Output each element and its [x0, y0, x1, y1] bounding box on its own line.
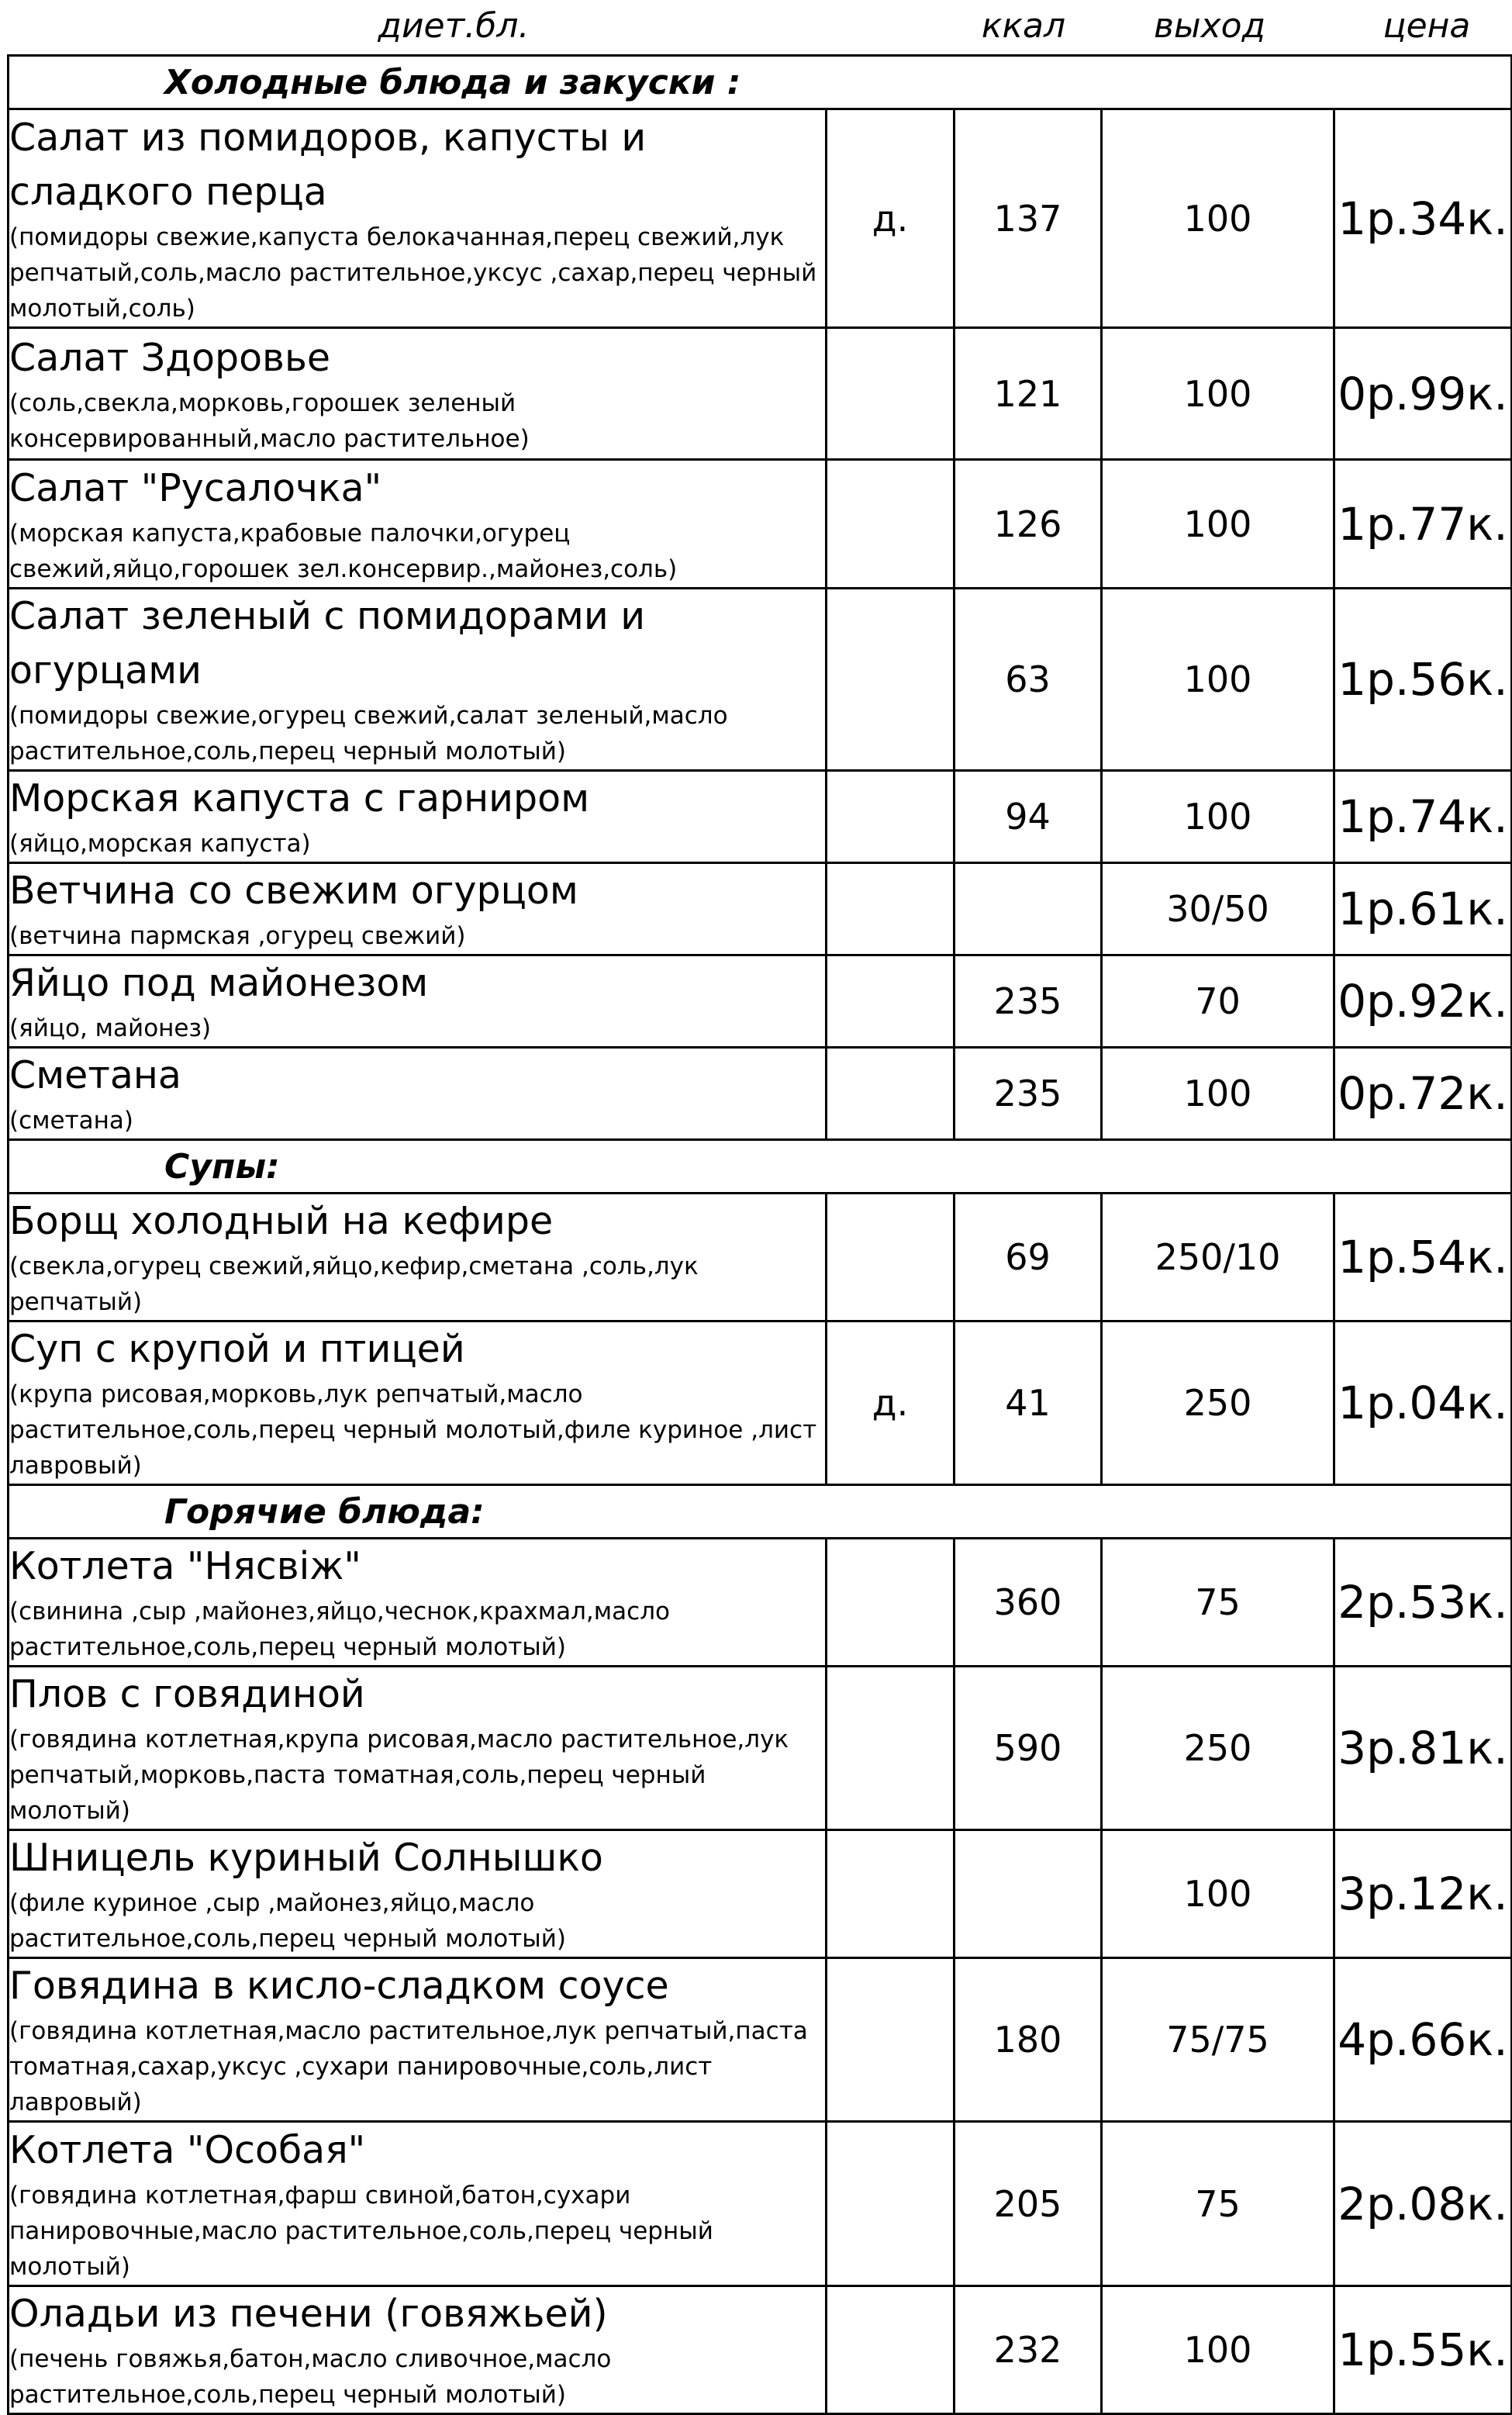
section-title: Горячие блюда:	[9, 1485, 1512, 1539]
header-kcal: ккал	[981, 6, 1066, 46]
dish-ingredients: (сметана)	[9, 1107, 134, 1135]
yield-value: 250	[1102, 1667, 1334, 1830]
dish-name: Салат "Русалочка"	[9, 465, 382, 510]
yield-value: 100	[1102, 328, 1334, 460]
dish-ingredients: (говядина котлетная,крупа рисовая,масло растительное,лук репчатый,морковь,паста томатная,соль,перец черный молотый)	[9, 1726, 789, 1825]
section-header-row	[9, 1485, 1512, 1539]
price-value: 3р.81к.	[1334, 1667, 1512, 1830]
price-value: 1р.34к.	[1334, 109, 1512, 328]
menu-item-row	[9, 863, 1512, 955]
dish-name: Салат зеленый с помидорами и огурцами	[9, 594, 646, 693]
section-header-row	[9, 1140, 1512, 1194]
kcal-value: 69	[954, 1194, 1102, 1322]
kcal-value: 63	[954, 589, 1102, 771]
diet-mark	[827, 771, 954, 863]
dish-name: Салат из помидоров, капусты и сладкого перца	[9, 115, 647, 214]
diet-mark	[827, 1830, 954, 1958]
menu-item-row	[9, 1048, 1512, 1140]
dish-ingredients: (помидоры свежие,капуста белокачанная,перец свежий,лук репчатый,соль,масло растительное,уксус ,сахар,перец черный молотый,соль)	[9, 223, 817, 323]
dish-name: Котлета "Нясвіж"	[9, 1544, 361, 1588]
price-value: 3р.12к.	[1334, 1830, 1512, 1958]
kcal-value: 137	[954, 109, 1102, 328]
price-value: 1р.56к.	[1334, 589, 1512, 771]
dish-cell	[9, 863, 827, 955]
dish-ingredients: (свекла,огурец свежий,яйцо,кефир,сметана ,соль,лук репчатый)	[9, 1252, 699, 1316]
menu-item-row	[9, 955, 1512, 1048]
dish-cell	[9, 771, 827, 863]
dish-name: Котлета "Особая"	[9, 2127, 366, 2172]
kcal-value: 235	[954, 955, 1102, 1048]
dish-ingredients: (филе куриное ,сыр ,майонез,яйцо,масло растительное,соль,перец черный молотый)	[9, 1889, 567, 1953]
yield-value: 75	[1102, 1539, 1334, 1667]
diet-mark	[827, 1194, 954, 1322]
yield-value: 75/75	[1102, 1958, 1334, 2122]
section-title: Супы:	[9, 1140, 1512, 1194]
menu-item-row	[9, 460, 1512, 589]
dish-name: Говядина в кисло-сладком соусе	[9, 1964, 669, 2008]
dish-ingredients: (помидоры свежие,огурец свежий,салат зеленый,масло растительное,соль,перец черный молотый)	[9, 702, 728, 765]
diet-mark	[827, 1667, 954, 1830]
yield-value: 75	[1102, 2122, 1334, 2286]
price-value: 0р.72к.	[1334, 1048, 1512, 1140]
menu-item-row	[9, 109, 1512, 328]
menu-item-row	[9, 1830, 1512, 1958]
dish-name: Плов с говядиной	[9, 1672, 365, 1716]
diet-mark	[827, 1958, 954, 2122]
menu-item-row	[9, 1667, 1512, 1830]
kcal-value	[954, 863, 1102, 955]
menu-item-row	[9, 328, 1512, 460]
kcal-value: 126	[954, 460, 1102, 589]
yield-value: 100	[1102, 2286, 1334, 2414]
diet-mark	[827, 328, 954, 460]
yield-value: 100	[1102, 109, 1334, 328]
kcal-value: 232	[954, 2286, 1102, 2414]
dish-ingredients: (свинина ,сыр ,майонез,яйцо,чеснок,крахмал,масло растительное,соль,перец черный молотый)	[9, 1598, 670, 1661]
dish-ingredients: (ветчина пармская ,огурец свежий)	[9, 922, 466, 950]
dish-ingredients: (говядина котлетная,фарш свиной,батон,сухари панировочные,масло растительное,соль,перец черный молотый)	[9, 2181, 713, 2281]
dish-ingredients: (соль,свекла,морковь,горошек зеленый консервированный,масло растительное)	[9, 389, 530, 453]
dish-cell	[9, 1322, 827, 1485]
kcal-value: 235	[954, 1048, 1102, 1140]
dish-cell	[9, 1958, 827, 2122]
diet-mark	[827, 2122, 954, 2286]
dish-ingredients: (яйцо,морская капуста)	[9, 830, 311, 858]
menu-item-row	[9, 589, 1512, 771]
dish-cell	[9, 955, 827, 1048]
menu-item-row	[9, 1322, 1512, 1485]
kcal-value: 205	[954, 2122, 1102, 2286]
dish-ingredients: (печень говяжья,батон,масло сливочное,масло растительное,соль,перец черный молотый)	[9, 2345, 612, 2409]
menu-item-row	[9, 1958, 1512, 2122]
dish-cell	[9, 1194, 827, 1322]
dish-cell	[9, 109, 827, 328]
price-value: 1р.54к.	[1334, 1194, 1512, 1322]
dish-name: Оладьи из печени (говяжьей)	[9, 2292, 608, 2336]
kcal-value	[954, 1830, 1102, 1958]
price-value: 1р.04к.	[1334, 1322, 1512, 1485]
diet-mark	[827, 955, 954, 1048]
kcal-value: 360	[954, 1539, 1102, 1667]
kcal-value: 121	[954, 328, 1102, 460]
section-header-row	[9, 56, 1512, 109]
price-value: 1р.77к.	[1334, 460, 1512, 589]
price-value: 0р.92к.	[1334, 955, 1512, 1048]
yield-value: 100	[1102, 589, 1334, 771]
yield-value: 250/10	[1102, 1194, 1334, 1322]
yield-value: 100	[1102, 771, 1334, 863]
yield-value: 100	[1102, 1048, 1334, 1140]
menu-item-row	[9, 2286, 1512, 2414]
menu-table	[7, 54, 1512, 2415]
diet-mark	[827, 1539, 954, 1667]
diet-mark	[827, 2286, 954, 2414]
price-value: 4р.66к.	[1334, 1958, 1512, 2122]
menu-item-row	[9, 1194, 1512, 1322]
dish-cell	[9, 1048, 827, 1140]
price-value: 0р.99к.	[1334, 328, 1512, 460]
dish-cell	[9, 2122, 827, 2286]
price-value: 2р.08к.	[1334, 2122, 1512, 2286]
price-value: 1р.74к.	[1334, 771, 1512, 863]
yield-value: 250	[1102, 1322, 1334, 1485]
dish-ingredients: (говядина котлетная,масло растительное,лук репчатый,паста томатная,сахар,уксус ,сухари панировочные,соль,лист лавровый)	[9, 2017, 808, 2116]
dish-name: Борщ холодный на кефире	[9, 1199, 554, 1243]
dish-ingredients: (крупа рисовая,морковь,лук репчатый,масло растительное,соль,перец черный молотый,филе куриное ,лист лавровый)	[9, 1380, 817, 1480]
header-yield: выход	[1153, 6, 1266, 46]
dish-cell	[9, 1539, 827, 1667]
yield-value: 100	[1102, 1830, 1334, 1958]
column-header-bar	[0, 0, 1512, 54]
dish-name: Ветчина со свежим огурцом	[9, 869, 578, 913]
dish-name: Суп с крупой и птицей	[9, 1327, 465, 1371]
kcal-value: 94	[954, 771, 1102, 863]
dish-cell	[9, 589, 827, 771]
dish-cell	[9, 2286, 827, 2414]
dish-name: Морская капуста с гарниром	[9, 776, 590, 821]
price-value: 1р.55к.	[1334, 2286, 1512, 2414]
yield-value: 30/50	[1102, 863, 1334, 955]
price-value: 2р.53к.	[1334, 1539, 1512, 1667]
diet-mark	[827, 589, 954, 771]
menu-item-row	[9, 2122, 1512, 2286]
diet-mark	[827, 1048, 954, 1140]
kcal-value: 41	[954, 1322, 1102, 1485]
diet-mark	[827, 863, 954, 955]
dish-name: Яйцо под майонезом	[9, 961, 429, 1005]
dish-ingredients: (яйцо, майонез)	[9, 1014, 212, 1042]
price-value: 1р.61к.	[1334, 863, 1512, 955]
section-title: Холодные блюда и закуски :	[9, 56, 1512, 109]
header-diet: диет.бл.	[378, 6, 530, 46]
kcal-value: 180	[954, 1958, 1102, 2122]
dish-cell	[9, 460, 827, 589]
menu-item-row	[9, 771, 1512, 863]
dish-cell	[9, 1830, 827, 1958]
dish-name: Шницель куриный Солнышко	[9, 1836, 603, 1880]
diet-mark: д.	[827, 109, 954, 328]
dish-name: Салат Здоровье	[9, 335, 330, 380]
header-price: цена	[1383, 6, 1471, 46]
yield-value: 100	[1102, 460, 1334, 589]
dish-cell	[9, 1667, 827, 1830]
dish-ingredients: (морская капуста,крабовые палочки,огурец свежий,яйцо,горошек зел.консервир.,майонез,соль)	[9, 519, 678, 583]
diet-mark	[827, 460, 954, 589]
diet-mark: д.	[827, 1322, 954, 1485]
dish-cell	[9, 328, 827, 460]
kcal-value: 590	[954, 1667, 1102, 1830]
dish-name: Сметана	[9, 1053, 181, 1097]
yield-value: 70	[1102, 955, 1334, 1048]
menu-item-row	[9, 1539, 1512, 1667]
